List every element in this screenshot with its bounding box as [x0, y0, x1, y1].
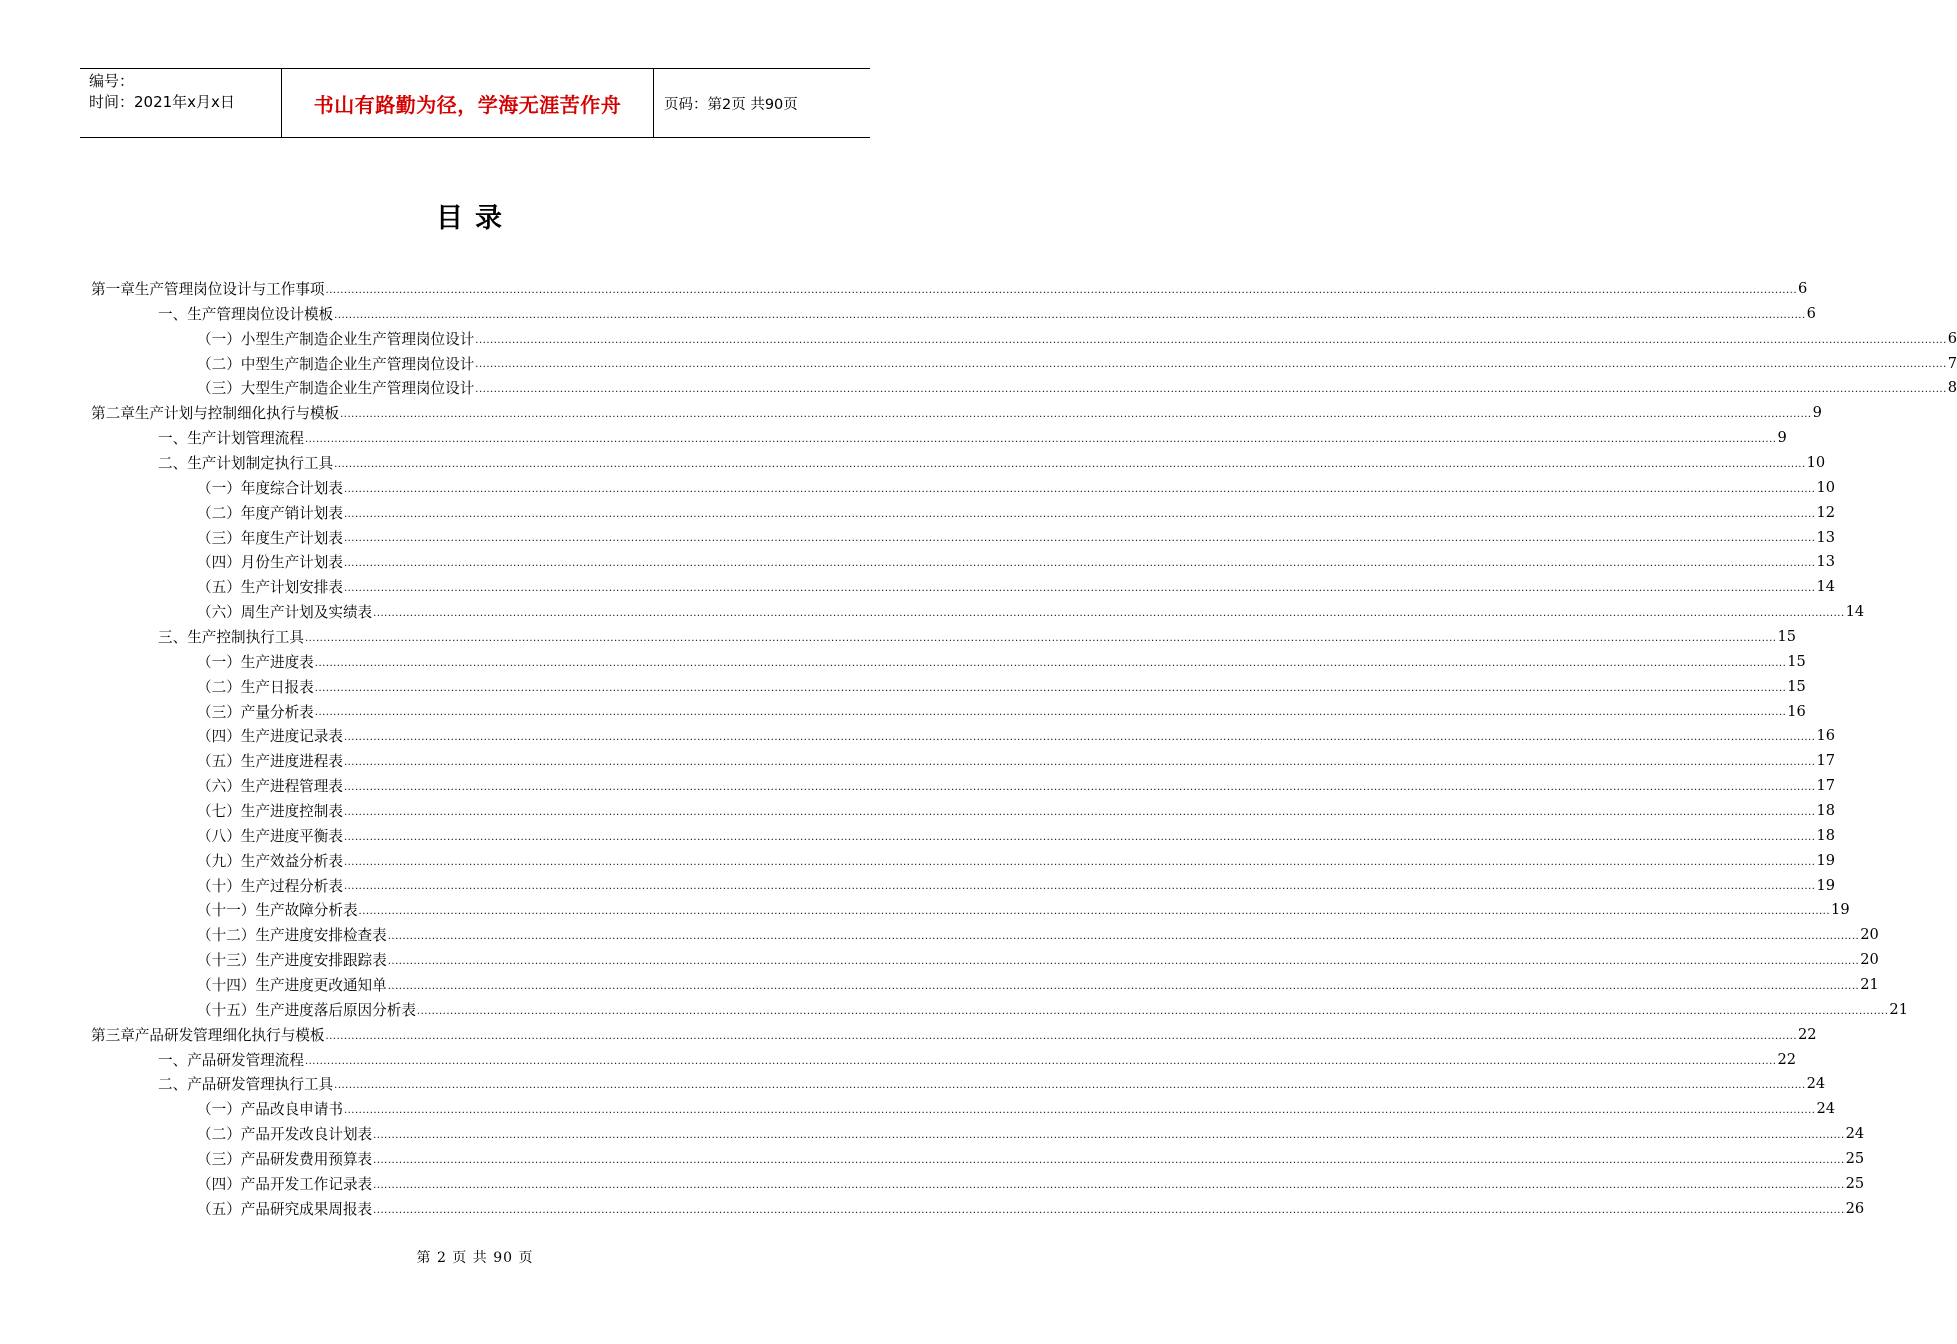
toc-entry-label: （十五）生产进度落后原因分析表	[197, 1001, 416, 1019]
toc-page-number: 10	[1806, 453, 1826, 471]
toc-entry[interactable]	[91, 798, 1836, 823]
toc-page-number: 24	[1806, 1075, 1826, 1093]
toc-page-number: 24	[1845, 1125, 1865, 1143]
toc-leader-dots: ................................................................................................................................................................................................................................................................................................................................................................................................................	[343, 782, 1816, 794]
toc-entry[interactable]	[91, 525, 1836, 550]
toc-entry-label: 生产管理岗位设计与工作事项	[134, 280, 325, 298]
toc-page-number: 19	[1816, 851, 1836, 869]
toc-entry-label: （十一）生产故障分析表	[197, 902, 358, 920]
toc-leader-dots: ................................................................................................................................................................................................................................................................................................................................................................................................................	[343, 757, 1816, 769]
toc-leader-dots: ................................................................................................................................................................................................................................................................................................................................................................................................................	[304, 632, 1777, 644]
toc-page-number: 9	[1812, 404, 1822, 422]
toc-entry[interactable]	[91, 947, 1879, 972]
toc-entry[interactable]	[91, 326, 1957, 351]
toc-page-number: 19	[1816, 876, 1836, 894]
toc-leader-dots: ................................................................................................................................................................................................................................................................................................................................................................................................................	[416, 1005, 1889, 1017]
toc-leader-dots: ................................................................................................................................................................................................................................................................................................................................................................................................................	[343, 881, 1816, 893]
toc-leader-dots: ................................................................................................................................................................................................................................................................................................................................................................................................................	[343, 732, 1816, 744]
toc-page-number: 16	[1787, 702, 1806, 720]
toc-page-number: 17	[1816, 777, 1836, 795]
toc-leader-dots: ................................................................................................................................................................................................................................................................................................................................................................................................................	[343, 483, 1816, 495]
toc-entry[interactable]	[91, 1196, 1865, 1221]
toc-chapter-number: 第一章	[91, 280, 135, 298]
toc-entry-label: （一）年度综合计划表	[197, 479, 343, 497]
toc-leader-dots: ................................................................................................................................................................................................................................................................................................................................................................................................................	[387, 956, 1860, 968]
toc-page-number: 24	[1816, 1100, 1836, 1118]
table-of-contents	[91, 276, 1957, 1221]
toc-entry-label: （九）生产效益分析表	[197, 852, 343, 870]
toc-entry-label: （三）产量分析表	[197, 703, 314, 721]
toc-page-number: 6	[1947, 329, 1957, 347]
toc-entry-label: 二、产品研发管理执行工具	[158, 1076, 334, 1094]
toc-page-number: 15	[1787, 677, 1806, 695]
toc-entry[interactable]	[91, 723, 1836, 748]
toc-leader-dots: ................................................................................................................................................................................................................................................................................................................................................................................................................	[314, 682, 1787, 694]
toc-leader-dots: ................................................................................................................................................................................................................................................................................................................................................................................................................	[340, 409, 1812, 421]
toc-leader-dots: ................................................................................................................................................................................................................................................................................................................................................................................................................	[475, 334, 1947, 346]
toc-page-number: 20	[1860, 951, 1879, 969]
toc-entry[interactable]	[91, 674, 1806, 699]
toc-leader-dots: ................................................................................................................................................................................................................................................................................................................................................................................................................	[373, 1179, 1845, 1191]
toc-entry-label: （七）生产进度控制表	[197, 802, 343, 820]
toc-entry[interactable]	[91, 276, 1808, 301]
toc-leader-dots: ................................................................................................................................................................................................................................................................................................................................................................................................................	[387, 931, 1860, 943]
toc-page-number: 15	[1777, 627, 1797, 645]
document-number-label: 编号：	[89, 72, 135, 90]
toc-entry-label: （二）产品开发改良计划表	[197, 1126, 373, 1144]
toc-entry-label: （十二）生产进度安排检查表	[197, 927, 387, 945]
toc-entry[interactable]	[91, 450, 1826, 475]
toc-entry[interactable]	[91, 1171, 1865, 1196]
toc-leader-dots: ................................................................................................................................................................................................................................................................................................................................................................................................................	[334, 458, 1806, 470]
toc-entry-label: （二）生产日报表	[197, 678, 314, 696]
toc-entry-label: （五）生产计划安排表	[197, 579, 343, 597]
toc-entry[interactable]	[91, 748, 1836, 773]
toc-page-number: 14	[1816, 578, 1836, 596]
toc-leader-dots: ................................................................................................................................................................................................................................................................................................................................................................................................................	[343, 856, 1816, 868]
toc-page-number: 14	[1845, 603, 1865, 621]
toc-entry[interactable]	[91, 624, 1797, 649]
toc-entry-label: （二）中型生产制造企业生产管理岗位设计	[197, 355, 475, 373]
toc-leader-dots: ................................................................................................................................................................................................................................................................................................................................................................................................................	[334, 1080, 1806, 1092]
toc-entry-label: 三、生产控制执行工具	[158, 628, 304, 646]
toc-entry-label: （二）年度产销计划表	[197, 504, 343, 522]
toc-page-number: 21	[1860, 975, 1879, 993]
toc-leader-dots: ................................................................................................................................................................................................................................................................................................................................................................................................................	[475, 384, 1947, 396]
toc-page-number: 15	[1787, 652, 1806, 670]
toc-entry-label: （六）生产进程管理表	[197, 778, 343, 796]
toc-entry[interactable]	[91, 773, 1836, 798]
toc-entry[interactable]	[91, 1022, 1817, 1047]
toc-page-number: 18	[1816, 826, 1836, 844]
toc-entry-label: （八）生产进度平衡表	[197, 827, 343, 845]
toc-entry[interactable]	[91, 599, 1865, 624]
document-time: 时间：2021年x月x日	[89, 93, 235, 111]
toc-entry[interactable]	[91, 475, 1836, 500]
toc-leader-dots: ................................................................................................................................................................................................................................................................................................................................................................................................................	[343, 831, 1816, 843]
toc-entry-label: （十四）生产进度更改通知单	[197, 976, 387, 994]
toc-entry[interactable]	[91, 1146, 1865, 1171]
toc-entry-label: （四）产品开发工作记录表	[197, 1175, 373, 1193]
toc-entry-label: 一、生产计划管理流程	[158, 430, 304, 448]
toc-leader-dots: ................................................................................................................................................................................................................................................................................................................................................................................................................	[343, 583, 1816, 595]
toc-page-number: 12	[1816, 503, 1836, 521]
toc-leader-dots: ................................................................................................................................................................................................................................................................................................................................................................................................................	[314, 707, 1787, 719]
toc-entry[interactable]	[91, 1072, 1826, 1097]
toc-entry-label: 生产计划与控制细化执行与模板	[134, 405, 340, 423]
toc-leader-dots: ................................................................................................................................................................................................................................................................................................................................................................................................................	[373, 1204, 1845, 1216]
toc-page-number: 7	[1947, 354, 1957, 372]
header-meta	[80, 69, 282, 137]
toc-leader-dots: ................................................................................................................................................................................................................................................................................................................................................................................................................	[373, 1154, 1845, 1166]
toc-entry-label: （五）生产进度进程表	[197, 753, 343, 771]
toc-chapter-number: 第三章	[91, 1026, 135, 1044]
toc-leader-dots: ................................................................................................................................................................................................................................................................................................................................................................................................................	[304, 1055, 1777, 1067]
toc-leader-dots: ................................................................................................................................................................................................................................................................................................................................................................................................................	[373, 1130, 1845, 1142]
toc-leader-dots: ................................................................................................................................................................................................................................................................................................................................................................................................................	[343, 533, 1816, 545]
toc-leader-dots: ................................................................................................................................................................................................................................................................................................................................................................................................................	[373, 608, 1845, 620]
toc-page-number: 16	[1816, 727, 1836, 745]
page-footer: 第 2 页 共 90 页	[416, 1250, 534, 1266]
toc-entry[interactable]	[91, 1121, 1865, 1146]
toc-entry-label: （三）大型生产制造企业生产管理岗位设计	[197, 380, 475, 398]
toc-entry[interactable]	[91, 873, 1836, 898]
toc-entry[interactable]	[91, 500, 1836, 525]
toc-entry-label: 一、生产管理岗位设计模板	[158, 305, 334, 323]
toc-entry-label: （三）年度生产计划表	[197, 529, 343, 547]
toc-page-number: 22	[1798, 1025, 1817, 1043]
toc-page-number: 22	[1777, 1050, 1797, 1068]
toc-leader-dots: ................................................................................................................................................................................................................................................................................................................................................................................................................	[343, 806, 1816, 818]
toc-chapter-number: 第二章	[91, 405, 135, 423]
toc-entry[interactable]	[91, 699, 1806, 724]
toc-leader-dots: ................................................................................................................................................................................................................................................................................................................................................................................................................	[334, 309, 1806, 321]
toc-entry[interactable]	[91, 1096, 1836, 1121]
toc-entry-label: 二、生产计划制定执行工具	[158, 454, 334, 472]
header-page-info: 页码：第2页 共90页	[664, 96, 798, 113]
toc-page-number: 6	[1798, 279, 1808, 297]
toc-page-number: 10	[1816, 478, 1836, 496]
toc-entry[interactable]	[91, 848, 1836, 873]
toc-entry[interactable]	[91, 997, 1908, 1022]
toc-entry-label: 一、产品研发管理流程	[158, 1051, 304, 1069]
toc-leader-dots: ................................................................................................................................................................................................................................................................................................................................................................................................................	[343, 508, 1816, 520]
toc-entry-label: （三）产品研发费用预算表	[197, 1151, 373, 1168]
toc-entry-label: （一）产品改良申请书	[197, 1101, 343, 1119]
toc-page-number: 21	[1889, 1000, 1908, 1018]
toc-entry[interactable]	[91, 301, 1816, 326]
toc-leader-dots: ................................................................................................................................................................................................................................................................................................................................................................................................................	[325, 1030, 1798, 1042]
toc-entry-label: （五）产品研究成果周报表	[197, 1200, 373, 1218]
toc-entry[interactable]	[91, 425, 1787, 450]
toc-entry[interactable]	[91, 375, 1957, 400]
toc-page-number: 26	[1845, 1199, 1865, 1217]
toc-entry[interactable]	[91, 922, 1879, 947]
toc-entry[interactable]	[91, 549, 1836, 574]
toc-entry[interactable]	[91, 972, 1879, 997]
toc-page-number: 13	[1816, 528, 1836, 546]
toc-entry[interactable]	[91, 823, 1836, 848]
toc-entry-label: （十三）生产进度安排跟踪表	[197, 952, 387, 970]
toc-entry-label: （十）生产过程分析表	[197, 877, 343, 895]
toc-entry-label: （一）小型生产制造企业生产管理岗位设计	[197, 330, 475, 348]
toc-page-number: 20	[1860, 926, 1879, 944]
toc-entry-label: （四）月份生产计划表	[197, 554, 343, 572]
toc-leader-dots: ................................................................................................................................................................................................................................................................................................................................................................................................................	[475, 359, 1947, 371]
toc-entry-label: 产品研发管理细化执行与模板	[134, 1026, 325, 1044]
toc-entry[interactable]	[91, 400, 1822, 425]
toc-page-number: 8	[1947, 379, 1957, 397]
toc-leader-dots: ................................................................................................................................................................................................................................................................................................................................................................................................................	[343, 1105, 1816, 1117]
toc-page-number: 17	[1816, 752, 1836, 770]
page-title: 目录	[436, 203, 514, 234]
toc-leader-dots: ................................................................................................................................................................................................................................................................................................................................................................................................................	[358, 906, 1831, 918]
document-header	[80, 68, 870, 138]
toc-entry[interactable]	[91, 351, 1957, 376]
toc-entry-label: （四）生产进度记录表	[197, 728, 343, 746]
toc-leader-dots: ................................................................................................................................................................................................................................................................................................................................................................................................................	[325, 284, 1798, 296]
toc-leader-dots: ................................................................................................................................................................................................................................................................................................................................................................................................................	[343, 558, 1816, 570]
header-motto: 书山有路勤为径，学海无涯苦作舟	[282, 69, 654, 137]
toc-entry[interactable]	[91, 1047, 1797, 1072]
toc-entry[interactable]	[91, 574, 1836, 599]
toc-entry-label: （六）周生产计划及实绩表	[197, 604, 373, 622]
toc-page-number: 9	[1777, 429, 1787, 447]
toc-leader-dots: ................................................................................................................................................................................................................................................................................................................................................................................................................	[304, 434, 1777, 446]
toc-entry[interactable]	[91, 897, 1850, 922]
toc-page-number: 25	[1845, 1150, 1865, 1167]
toc-page-number: 18	[1816, 801, 1836, 819]
toc-page-number: 13	[1816, 553, 1836, 571]
toc-page-number: 19	[1831, 901, 1850, 919]
toc-leader-dots: ................................................................................................................................................................................................................................................................................................................................................................................................................	[314, 657, 1787, 669]
toc-page-number: 6	[1806, 304, 1816, 322]
toc-page-number: 25	[1845, 1174, 1865, 1192]
toc-leader-dots: ................................................................................................................................................................................................................................................................................................................................................................................................................	[387, 980, 1860, 992]
toc-entry-label: （一）生产进度表	[197, 653, 314, 671]
toc-entry[interactable]	[91, 649, 1806, 674]
